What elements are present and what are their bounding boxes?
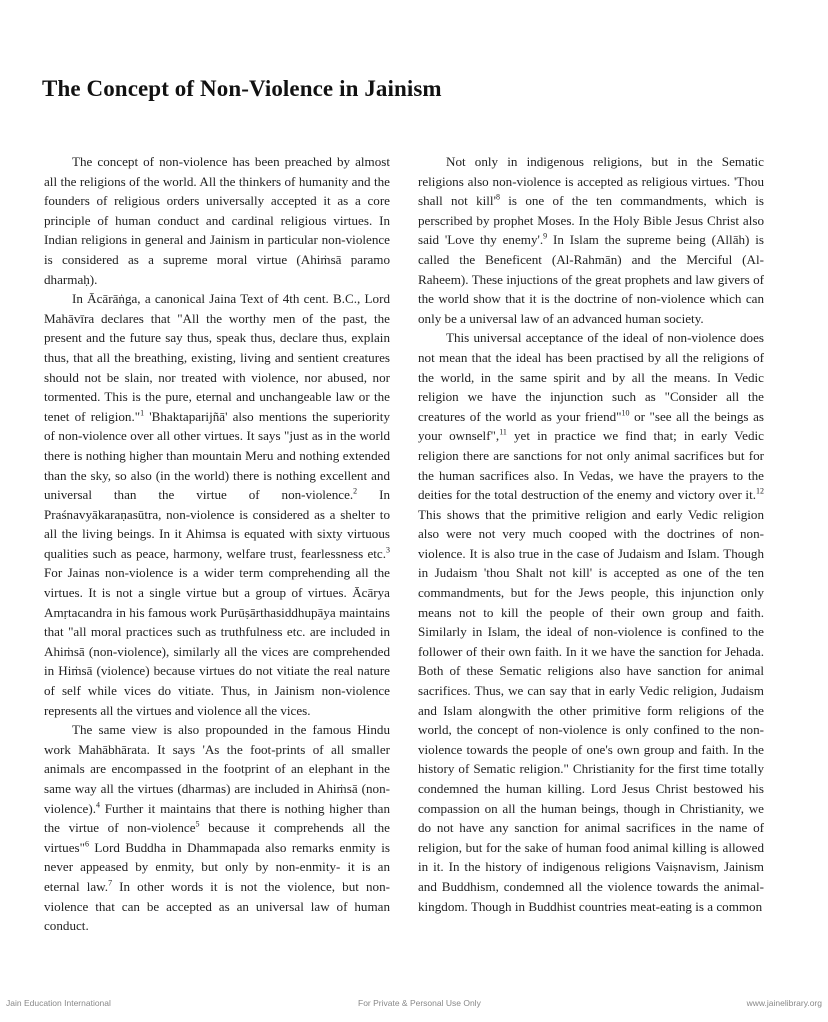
footnote-marker: 11 [499, 427, 507, 437]
footer-publisher: Jain Education International [6, 998, 111, 1008]
text-run: This universal acceptance of the ideal of non-violence does not mean that the ideal has been practised by all the religions of the world, in the same spirit and by all the means. In Vedic religion we have the injunction such as "Consider all the creatures of the world as your friend" [418, 330, 764, 424]
text-run: The concept of non-violence has been preached by almost all the religions of the world. All the thinkers of humanity and the founders of religious orders universally accepted it as a core principle of human conduct and cardinal religious virtues. In Indian religions in general and Jainism in particular non-violence is considered as a supreme moral virtue (Ahiṁsā paramo dharmaḥ). [44, 154, 390, 287]
text-run: For Jainas non-violence is a wider term comprehending all the virtues. It is not a single virtue but a group of virtues. Ācārya Amṛtacandra in his famous work Purūṣārthasiddhupāya maintains that "all moral practices such as truthfulness etc. are included in Ahiṁsā (non-violence), similarly all the vices are comprehended in Hiṁsā (violence) because virtues do not vitiate the real nature of self while vices do vitiate. Thus, in Jainism non-violence represents all the virtues and violence all the vices. [44, 565, 390, 718]
text-run: In Praśnavyākaraṇasūtra, non-violence is considered as a shelter to all the living beings. In it Ahimsa is equated with sixty virtuous qualities such as peace, harmony, welfare trust, fearlessness etc. [44, 487, 390, 561]
footer-website: www.jainelibrary.org [746, 998, 822, 1008]
footnote-marker: 2 [353, 486, 358, 496]
paragraph [44, 720, 390, 936]
footnote-marker: 10 [621, 408, 630, 418]
paragraph [44, 152, 390, 289]
footnote-marker: 1 [140, 408, 145, 418]
footnote-marker: 7 [108, 878, 113, 888]
text-run: In Ācārāṅga, a canonical Jaina Text of 4th cent. B.C., Lord Mahāvīra declares that "All the worthy men of the past, the present and the future say thus, speak thus, declare thus, explain thus, that all the breathing, existing, living and sentient creatures should not be slain, nor treated with violence, nor abused, nor tormented. This is the pure, eternal and unchangeable law or the tenet of religion." [44, 291, 390, 424]
footer-usage-note: For Private & Personal Use Only [358, 998, 481, 1008]
footnote-marker: 6 [84, 839, 89, 849]
text-run: In Islam the supreme being (Allāh) is called the Beneficent (Al-Rahmān) and the Merciful (Al-Raheem). These injuctions of the great prophets and law givers of the world show that it is the doctrine of non-violence which can only be a universal law of an advanced human society. [418, 232, 764, 326]
paragraph [418, 328, 764, 916]
text-run: yet in practice we find that; in early Vedic religion there are sanctions for not only animal sacrifices but for the human sacrifices also. In Vedas, we have the prayers to the deities for the total destruction of the enemy and victory over it. [418, 428, 764, 503]
text-run: Lord Buddha in Dhammapada also remarks enmity is never appeased by enmity, but only by non-enmity- it is an eternal law. [44, 839, 390, 894]
page-footer [0, 998, 828, 1012]
text-run: Not only in indigenous religions, but in the Sematic religions also non-violence is accepted as religious virtues. 'Thou shall not kill' [418, 154, 764, 209]
footnote-marker: 4 [96, 800, 100, 810]
paragraph [418, 152, 764, 328]
text-run: In other words it is not the violence, but non-violence that can be accepted as an universal law of human conduct. [44, 878, 390, 934]
text-run: is one of the ten commandments, which is perscribed by prophet Moses. In the Holy Bible Jesus Christ also said 'Love thy enemy'. [418, 193, 764, 248]
right-column [418, 152, 764, 916]
footnote-marker: 5 [195, 819, 200, 829]
paragraph [44, 289, 390, 720]
text-run: The same view is also propounded in the famous Hindu work Mahābhārata. It says 'As the foot-prints of all smaller animals are encompassed in the footprint of an elephant in the same way all the virtues (dharmas) are included in Ahiṁsā (non-violence). [44, 722, 390, 816]
left-column [44, 152, 390, 936]
footnote-marker: 9 [543, 232, 548, 242]
text-run: or "see all the beings as your ownself", [418, 408, 764, 444]
text-run: because it comprehends all the virtues" [44, 820, 390, 855]
page-title: The Concept of Non-Violence in Jainism [42, 76, 442, 101]
footnote-marker: 8 [495, 192, 500, 202]
footnote-marker: 12 [756, 486, 764, 496]
text-run: This shows that the primitive religion and early Vedic religion also were not very much cooped with the doctrines of non-violence. It is also true in the case of Judaism and Islam. Though in Judaism 'thou Shalt not kill' is accepted as one of the ten commandments, but for the Jews people, this injunction only means not to kill the people of their own group and faith. Similarly in Islam, the ideal of non-violence is confined to the follower of their own faith. In it we have the sanction for Jehada. Both of these Sematic religions also have sanction for animal sacrifices. Thus, we can say that in early Vedic religion, Judaism and Islam alongwith the other primitive form religions of the world, the concept of non-violence is only confined to the non-violence towards the people of one's own group and faith. In the history of Sematic religion." Christianity for the first time totally condemned the human killing. Lord Jesus Christ bestowed his compassion on all the human beings, though in Christianity, we do not have any sanction for animal sacrifices in the name of religion, but for the sake of human food animal killing is allowed in it. In the history of indigenous religions Vaiṣnavism, Jainism and Buddhism, condemned all the violence towards the animal-kingdom. Though in Buddhist countries meat-eating is a common [418, 506, 764, 914]
footnote-marker: 3 [386, 545, 390, 555]
text-run: 'Bhaktaparijñā' also mentions the superiority of non-violence over all other virtues. It says "just as in the world there is nothing higher than mountain Meru and nothing extended than the sky, so also (in the world) there is nothing excellent and universal than the virtue of non-violence. [44, 408, 390, 503]
text-run: Further it maintains that there is nothing higher than the virtue of non-violence [44, 800, 390, 836]
